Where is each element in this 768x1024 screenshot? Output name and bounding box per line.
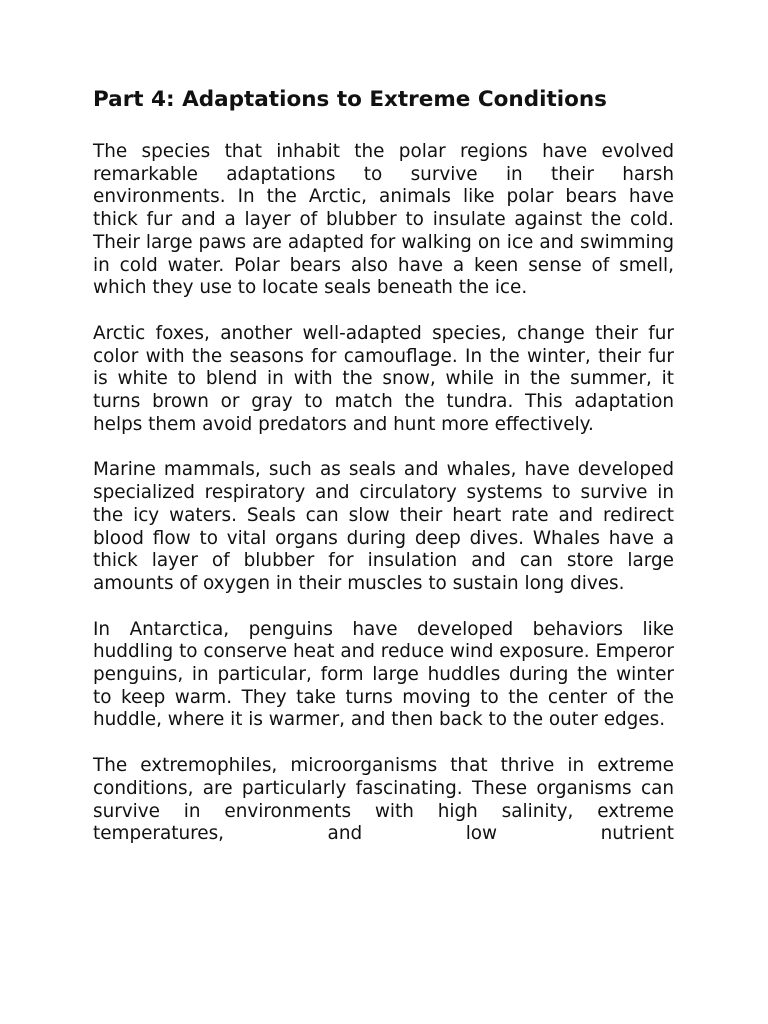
- paragraph-polar-bears: The species that inhabit the polar regions have evolved remarkable adaptations to survive in their harsh environments. In the Arctic, animals like polar bears have thick fur and a layer of blubber to insulate against the cold. Their large paws are adapted for walking on ice and swimming in cold water. Polar bears also have a keen sense of smell, which they use to locate seals beneath the ice.: [93, 141, 674, 299]
- paragraph-penguins: In Antarctica, penguins have developed behaviors like huddling to conserve heat and reduce wind exposure. Emperor penguins, in particular, form large huddles during the winter to keep warm. They take turns moving to the center of the huddle, where it is warmer, and then back to the outer edges.: [93, 618, 674, 731]
- paragraph-extremophiles: The extremophiles, microorganisms that thrive in extreme conditions, are particularly fascinating. These organisms can survive in environments with high salinity, extreme temperatures, and low nutrient: [93, 755, 674, 845]
- section-heading: Part 4: Adaptations to Extreme Conditions: [93, 87, 607, 112]
- paragraph-arctic-foxes: Arctic foxes, another well-adapted species, change their fur color with the seasons for camouflage. In the winter, their fur is white to blend in with the snow, while in the summer, it turns brown or gray to match the tundra. This adaptation helps them avoid predators and hunt more effectively.: [93, 322, 674, 435]
- paragraph-marine-mammals: Marine mammals, such as seals and whales, have developed specialized respiratory and circulatory systems to survive in the icy waters. Seals can slow their heart rate and redirect blood flow to vital organs during deep dives. Whales have a thick layer of blubber for insulation and can store large amounts of oxygen in their muscles to sustain long dives.: [93, 459, 674, 594]
- document-page: [93, 84, 674, 869]
